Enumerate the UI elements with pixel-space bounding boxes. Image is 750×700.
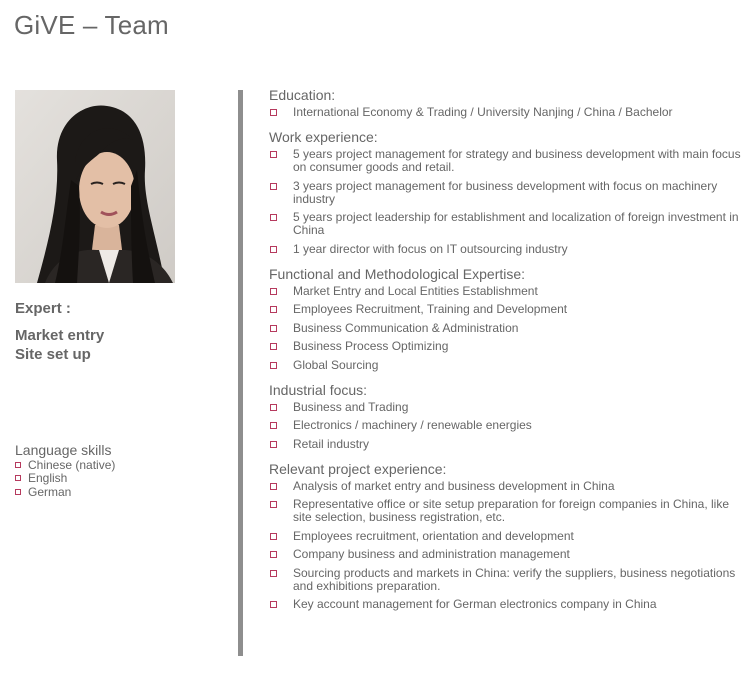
- section-title: Work experience:: [269, 129, 378, 145]
- list-item: [269, 285, 741, 298]
- list-item-text: 5 years project management for strategy and business development with main focus on consumer goods and retail.: [293, 147, 741, 174]
- education-section: [269, 86, 741, 119]
- bullet-square-icon: [270, 343, 277, 350]
- bullet-square-icon: [270, 325, 277, 332]
- expert-items: [15, 326, 104, 364]
- expertise-list: [269, 285, 741, 372]
- bullet-square-icon: [270, 601, 277, 608]
- bullet-square-icon: [270, 151, 277, 158]
- list-item: [269, 530, 741, 543]
- list-item: [269, 148, 741, 174]
- expert-item-market-entry: Market entry: [15, 327, 105, 344]
- list-item-text: Employees Recruitment, Training and Development: [293, 302, 568, 316]
- project-experience-list: [269, 480, 741, 612]
- list-item: [269, 598, 741, 611]
- language-item: [15, 458, 115, 472]
- list-item: [269, 419, 741, 432]
- list-item-text: 5 years project leadership for establishment and localization of foreign investment in China: [293, 210, 739, 237]
- list-item-text: Global Sourcing: [293, 357, 379, 372]
- list-item: [269, 340, 741, 353]
- list-item-text: Representative office or site setup preparation for foreign companies in China, like site selection, business registration, etc.: [293, 497, 730, 524]
- industrial-focus-list: [269, 401, 741, 451]
- industrial-focus-section: [269, 381, 741, 451]
- list-item: [269, 480, 741, 493]
- bullet-square-icon: [15, 475, 21, 481]
- list-item-text: International Economy & Trading / University Nanjing / China / Bachelor: [293, 105, 673, 119]
- expert-label: Expert :: [15, 300, 71, 317]
- bullet-square-icon: [270, 501, 277, 508]
- language-item: [15, 472, 115, 486]
- list-item: [269, 548, 741, 561]
- list-item: [269, 211, 741, 237]
- bullet-square-icon: [270, 533, 277, 540]
- list-item-text: Employees recruitment, orientation and development: [293, 528, 574, 543]
- list-item-text: 1 year director with focus on IT outsourcing industry: [293, 241, 568, 256]
- list-item: [269, 438, 741, 451]
- list-item-text: Retail industry: [293, 436, 370, 451]
- work-experience-section: [269, 128, 741, 256]
- profile-details: [269, 86, 741, 620]
- bullet-square-icon: [270, 483, 277, 490]
- list-item: [269, 243, 741, 256]
- expert-item-site-set-up: Site set up: [15, 346, 91, 363]
- list-item-text: 3 years project management for business development with focus on machinery industry: [293, 178, 718, 206]
- list-item: [269, 106, 741, 119]
- list-item-text: Key account management for German electronics company in China: [293, 597, 657, 611]
- vertical-divider: [238, 90, 243, 656]
- portrait-illustration: [15, 90, 175, 283]
- bullet-square-icon: [15, 489, 21, 495]
- bullet-square-icon: [270, 362, 277, 369]
- list-item-text: Company business and administration management: [293, 547, 570, 561]
- portrait-photo: [15, 90, 175, 283]
- list-item-text: Electronics / machinery / renewable energies: [293, 418, 532, 432]
- list-item: [269, 322, 741, 335]
- bullet-square-icon: [270, 109, 277, 116]
- language-label: German: [28, 484, 72, 499]
- list-item-text: Analysis of market entry and business development in China: [293, 478, 615, 493]
- language-list: [15, 458, 115, 499]
- expertise-section: [269, 265, 741, 372]
- list-item: [269, 180, 741, 206]
- bullet-square-icon: [270, 288, 277, 295]
- list-item: [269, 498, 741, 524]
- list-item: [269, 359, 741, 372]
- bullet-square-icon: [270, 570, 277, 577]
- bullet-square-icon: [270, 214, 277, 221]
- education-list: [269, 106, 741, 119]
- list-item-text: Business and Trading: [293, 399, 409, 414]
- bullet-square-icon: [270, 306, 277, 313]
- bullet-square-icon: [270, 183, 277, 190]
- list-item: [269, 567, 741, 593]
- list-item: [269, 303, 741, 316]
- section-title: Functional and Methodological Expertise:: [269, 265, 526, 282]
- project-experience-section: [269, 460, 741, 612]
- bullet-square-icon: [270, 422, 277, 429]
- bullet-square-icon: [270, 404, 277, 411]
- bullet-square-icon: [15, 462, 21, 468]
- language-label: English: [28, 471, 68, 486]
- list-item-text: Sourcing products and markets in China: verify the suppliers, business negotiations and exhibitions preparation.: [293, 565, 736, 593]
- section-title: Industrial focus:: [269, 381, 368, 398]
- bullet-square-icon: [270, 551, 277, 558]
- list-item: [269, 401, 741, 414]
- list-item-text: Business Communication & Administration: [293, 320, 519, 335]
- list-item-text: Market Entry and Local Entities Establishment: [293, 283, 538, 298]
- section-title: Relevant project experience:: [269, 460, 447, 477]
- section-title: Education:: [269, 87, 336, 103]
- language-skills-title: Language skills: [15, 442, 112, 458]
- language-label: Chinese (native): [28, 457, 116, 472]
- list-item-text: Business Process Optimizing: [293, 339, 449, 353]
- bullet-square-icon: [270, 441, 277, 448]
- work-experience-list: [269, 148, 741, 256]
- bullet-square-icon: [270, 246, 277, 253]
- language-item: [15, 485, 115, 499]
- page-title: GiVE – Team: [14, 10, 169, 40]
